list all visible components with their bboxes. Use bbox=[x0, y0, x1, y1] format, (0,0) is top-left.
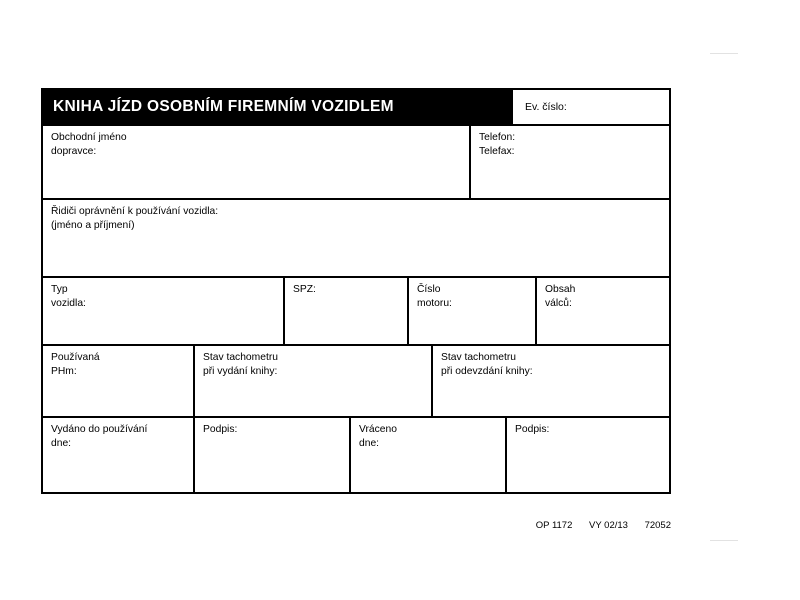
fuel-type-label-line1: Používaná bbox=[51, 352, 100, 363]
license-plate-label: SPZ: bbox=[293, 284, 316, 295]
footer-edition: VY 02/13 bbox=[589, 520, 628, 531]
authorized-drivers-label-line2: (jméno a příjmení) bbox=[51, 219, 135, 231]
displacement-label-line2: válců: bbox=[545, 297, 572, 309]
authorized-drivers-label-line1: Řidiči oprávnění k používání vozidla: bbox=[51, 206, 219, 217]
vehicle-type-label-line2: vozidla: bbox=[51, 297, 86, 309]
vehicle-type-field[interactable] bbox=[43, 278, 285, 344]
company-name-field[interactable] bbox=[43, 126, 471, 198]
footer-number: 72052 bbox=[644, 520, 671, 531]
engine-number-field[interactable] bbox=[409, 278, 537, 344]
fax-label: Telefax: bbox=[479, 145, 515, 157]
returned-date-field[interactable] bbox=[351, 418, 507, 492]
license-plate-field[interactable] bbox=[285, 278, 409, 344]
fuel-odometer-row bbox=[43, 346, 669, 418]
vehicle-row bbox=[43, 278, 669, 346]
form-footer bbox=[41, 520, 671, 531]
odometer-at-return-label-line2: při odevzdání knihy: bbox=[441, 365, 533, 377]
displacement-label-line1: Obsah bbox=[545, 284, 576, 295]
odometer-at-issue-label-line2: při vydání knihy: bbox=[203, 365, 278, 377]
odometer-at-return-field[interactable] bbox=[433, 346, 669, 416]
issue-signature-field[interactable] bbox=[195, 418, 351, 492]
phone-fax-field[interactable] bbox=[471, 126, 669, 198]
issue-signature-label: Podpis: bbox=[203, 424, 238, 435]
page-edge-mark-bottom bbox=[710, 540, 738, 541]
company-name-label-line1: Obchodní jméno bbox=[51, 132, 127, 143]
issued-date-label-line1: Vydáno do používání bbox=[51, 424, 148, 435]
form-title: KNIHA JÍZD OSOBNÍM FIREMNÍM VOZIDLEM bbox=[43, 90, 513, 124]
drivers-row bbox=[43, 200, 669, 278]
logbook-form bbox=[41, 88, 671, 494]
company-row bbox=[43, 126, 669, 200]
page-edge-mark-top bbox=[710, 53, 738, 54]
company-name-label-line2: dopravce: bbox=[51, 145, 97, 157]
returned-date-label-line1: Vráceno bbox=[359, 424, 397, 435]
fuel-type-field[interactable] bbox=[43, 346, 195, 416]
return-signature-field[interactable] bbox=[507, 418, 669, 492]
authorized-drivers-field[interactable] bbox=[43, 200, 669, 276]
vehicle-type-label-line1: Typ bbox=[51, 284, 68, 295]
displacement-field[interactable] bbox=[537, 278, 669, 344]
returned-date-label-line2: dne: bbox=[359, 437, 380, 449]
odometer-at-return-label-line1: Stav tachometru bbox=[441, 352, 516, 363]
issued-date-field[interactable] bbox=[43, 418, 195, 492]
odometer-at-issue-label-line1: Stav tachometru bbox=[203, 352, 278, 363]
return-signature-label: Podpis: bbox=[515, 424, 550, 435]
odometer-at-issue-field[interactable] bbox=[195, 346, 433, 416]
form-header bbox=[43, 90, 669, 126]
issue-return-row bbox=[43, 418, 669, 492]
phone-label: Telefon: bbox=[479, 132, 516, 143]
issued-date-label-line2: dne: bbox=[51, 437, 72, 449]
engine-number-label-line2: motoru: bbox=[417, 297, 452, 309]
footer-code: OP 1172 bbox=[535, 520, 573, 531]
engine-number-label-line1: Číslo bbox=[417, 284, 441, 295]
evidence-number-field[interactable] bbox=[513, 90, 669, 124]
fuel-type-label-line2: PHm: bbox=[51, 365, 77, 377]
evidence-number-label: Ev. číslo: bbox=[525, 101, 567, 113]
